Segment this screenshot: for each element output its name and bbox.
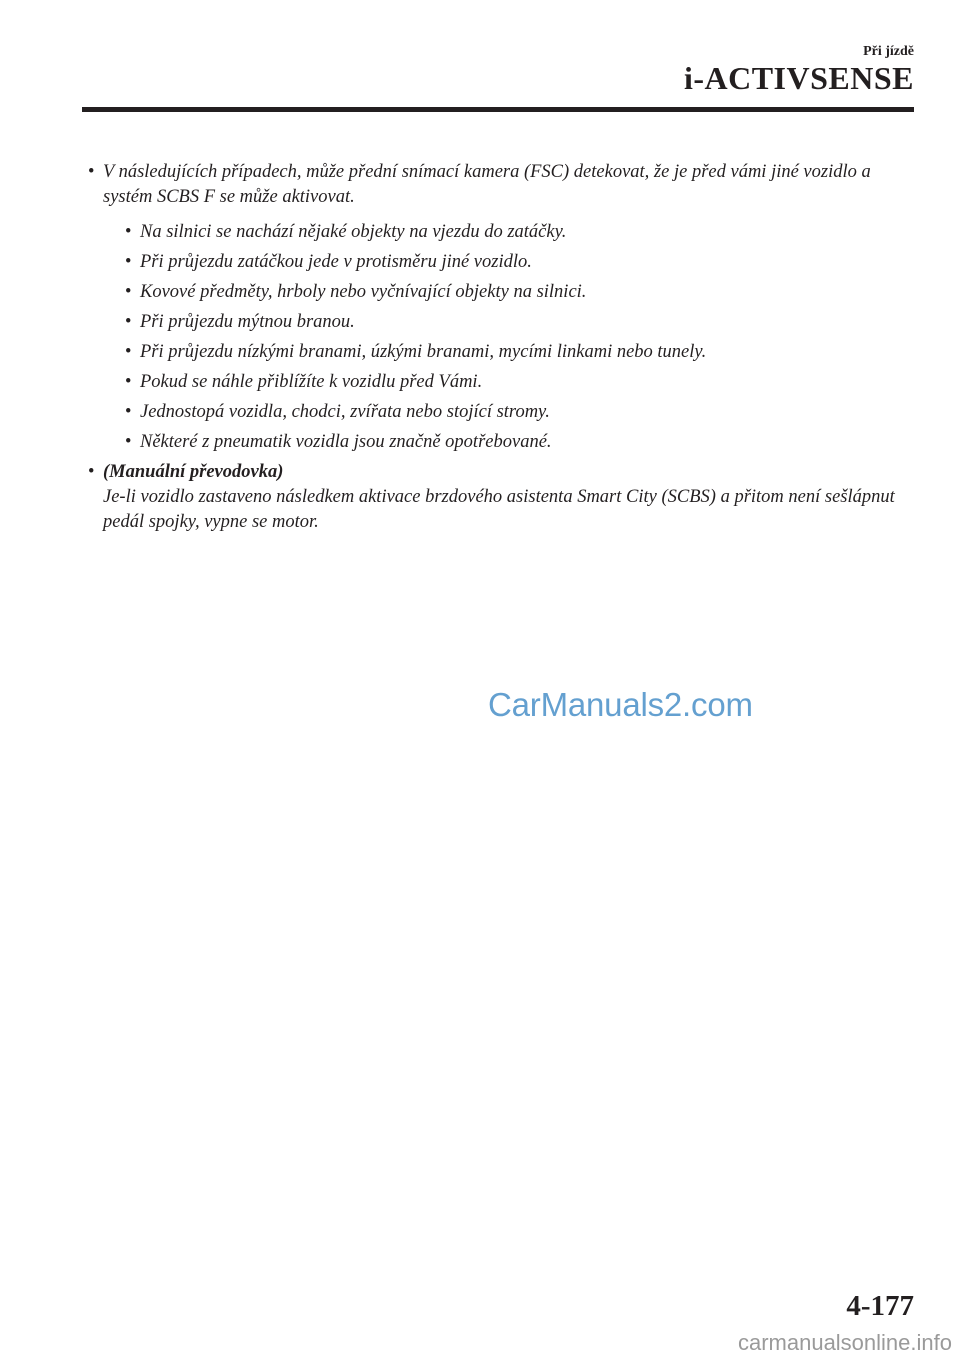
watermark: CarManuals2.com: [488, 686, 753, 723]
header-divider: [82, 107, 914, 112]
bullet-icon: •: [125, 222, 132, 242]
bullet-icon: •: [88, 462, 95, 482]
bullet-icon: •: [125, 282, 132, 302]
section-name: Při jízdě: [863, 44, 914, 59]
page-title: i-ACTIVSENSE: [683, 60, 914, 96]
footer-site: carmanualsonline.info: [737, 1330, 952, 1355]
bullet-icon: •: [125, 372, 132, 392]
sub-list-item: • Při průjezdu mýtnou branou.: [103, 310, 916, 335]
sub-list: [103, 220, 916, 455]
bullet-icon: •: [125, 402, 132, 422]
sub-list-item: • Pokud se náhle přiblížíte k vozidlu před Vámi.: [103, 370, 916, 395]
page-number: 4-177: [846, 1290, 914, 1322]
sub-list-item: • Některé z pneumatik vozidla jsou značně opotřebované.: [103, 430, 916, 455]
bullet-icon: •: [125, 252, 132, 272]
bullet-lead: (Manuální převodovka): [103, 462, 284, 482]
bullet-text: V následujících případech, může přední snímací kamera (FSC) detekovat, že je před vámi jiné vozidlo a systém SCBS F se může aktivovat.: [103, 162, 871, 207]
sub-list-item: • Na silnici se nachází nějaké objekty na vjezdu do zatáčky.: [103, 220, 916, 245]
sub-list-item: • Při průjezdu zatáčkou jede v protisměru jiné vozidlo.: [103, 250, 916, 275]
sub-list-item: • Jednostopá vozidla, chodci, zvířata nebo stojící stromy.: [103, 400, 916, 425]
bullet-icon: •: [125, 432, 132, 452]
bullet-item: [86, 160, 916, 455]
sub-list-item: • Kovové předměty, hrboly nebo vyčnívající objekty na silnici.: [103, 280, 916, 305]
main-content: [86, 160, 916, 535]
bullet-icon: •: [88, 162, 95, 182]
bullet-item: [86, 460, 916, 535]
bullet-text: Je-li vozidlo zastaveno následkem aktivace brzdového asistenta Smart City (SCBS) a přitom není sešlápnut pedál spojky, vypne se motor.: [103, 487, 895, 532]
bullet-icon: •: [125, 312, 132, 332]
sub-list-item: • Při průjezdu nízkými branami, úzkými branami, mycími linkami nebo tunely.: [103, 340, 916, 365]
bullet-icon: •: [125, 342, 132, 362]
